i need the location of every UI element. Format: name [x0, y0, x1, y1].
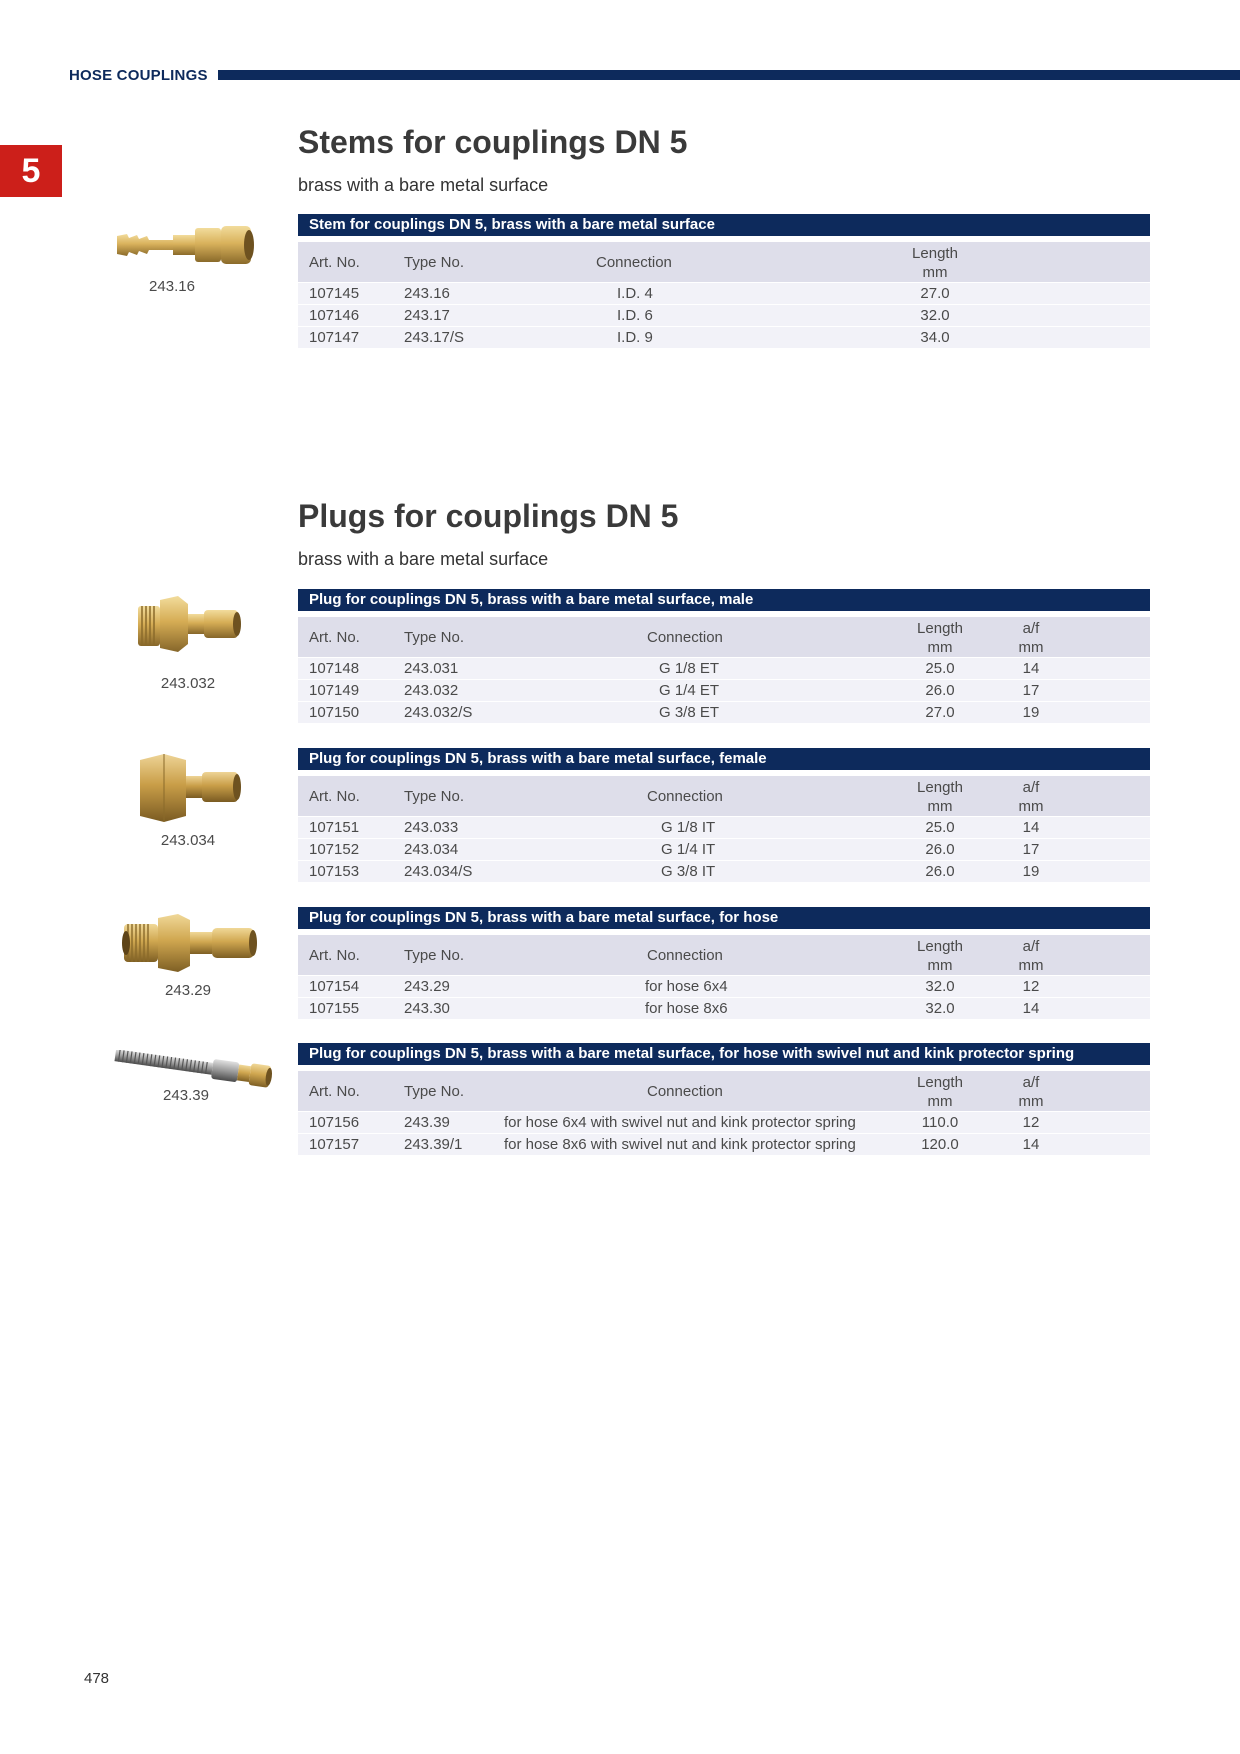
section-subtitle-stems: brass with a bare metal surface [298, 175, 549, 195]
table-row: 107156 243.39 for hose 6x4 with swivel nut and kink protector spring 110.0 12 [298, 1111, 1150, 1133]
table-title: Plug for couplings DN 5, brass with a bare metal surface, for hose [298, 907, 1150, 929]
table-header [298, 617, 1150, 657]
section-title-plugs: Plugs for couplings DN 5 [298, 498, 679, 534]
header-art: Art. No. [309, 1082, 360, 1100]
male-plug-table [298, 589, 1150, 723]
section-subtitle-plugs: brass with a bare metal surface [298, 549, 549, 569]
table-row: 107145 243.16 I.D. 4 27.0 [298, 282, 1150, 304]
header-connection: Connection [596, 253, 672, 271]
header-connection: Connection [647, 787, 723, 805]
running-header: HOSE COUPLINGS [69, 67, 208, 84]
header-type: Type No. [404, 253, 465, 271]
female-plug-icon [136, 752, 244, 824]
table-row: 107154 243.29 for hose 6x4 32.0 12 [298, 975, 1150, 997]
header-af: a/f mm [1018, 779, 1044, 815]
table-row: 107147 243.17/S I.D. 9 34.0 [298, 326, 1150, 348]
table-title: Plug for couplings DN 5, brass with a bare metal surface, male [298, 589, 1150, 611]
header-length: Length mm [917, 938, 963, 974]
table-row: 107152 243.034 G 1/4 IT 26.0 17 [298, 838, 1150, 860]
header-art: Art. No. [309, 946, 360, 964]
table-row: 107146 243.17 I.D. 6 32.0 [298, 304, 1150, 326]
spring-plug-icon [112, 1050, 274, 1090]
page-number: 478 [84, 1670, 110, 1687]
header-length: Length mm [917, 779, 963, 815]
hose-plug-icon [120, 912, 260, 974]
table-row: 107149 243.032 G 1/4 ET 26.0 17 [298, 679, 1150, 701]
header-connection: Connection [647, 946, 723, 964]
hose-plug-table [298, 907, 1150, 1019]
image-caption: 243.032 [160, 675, 216, 692]
header-art: Art. No. [309, 628, 360, 646]
header-af: a/f mm [1018, 1074, 1044, 1110]
male-plug-icon [136, 594, 244, 654]
table-header [298, 935, 1150, 975]
header-type: Type No. [404, 787, 465, 805]
header-length: Length mm [917, 620, 963, 656]
header-type: Type No. [404, 946, 465, 964]
image-caption: 243.39 [163, 1087, 209, 1104]
header-length: Length mm [917, 1074, 963, 1110]
header-type: Type No. [404, 1082, 465, 1100]
female-plug-table [298, 748, 1150, 882]
header-connection: Connection [647, 628, 723, 646]
table-row: 107150 243.032/S G 3/8 ET 27.0 19 [298, 701, 1150, 723]
header-type: Type No. [404, 628, 465, 646]
header-af: a/f mm [1018, 620, 1044, 656]
header-art: Art. No. [309, 787, 360, 805]
stem-table [298, 214, 1150, 348]
table-title: Plug for couplings DN 5, brass with a bare metal surface, for hose with swivel nut and kink protector spring [298, 1043, 1150, 1065]
stem-fitting-icon [115, 218, 260, 270]
table-title: Plug for couplings DN 5, brass with a bare metal surface, female [298, 748, 1150, 770]
image-caption: 243.034 [160, 832, 216, 849]
header-art: Art. No. [309, 253, 360, 271]
spring-plug-table [298, 1043, 1150, 1155]
header-connection: Connection [647, 1082, 723, 1100]
header-af: a/f mm [1018, 938, 1044, 974]
table-row: 107148 243.031 G 1/8 ET 25.0 14 [298, 657, 1150, 679]
image-caption: 243.16 [149, 278, 195, 295]
section-title-stems: Stems for couplings DN 5 [298, 124, 688, 160]
table-row: 107157 243.39/1 for hose 8x6 with swivel nut and kink protector spring 120.0 14 [298, 1133, 1150, 1155]
table-row: 107151 243.033 G 1/8 IT 25.0 14 [298, 816, 1150, 838]
table-title: Stem for couplings DN 5, brass with a bare metal surface [298, 214, 1150, 236]
header-length: Length mm [912, 245, 958, 281]
image-caption: 243.29 [165, 982, 211, 999]
table-row: 107153 243.034/S G 3/8 IT 26.0 19 [298, 860, 1150, 882]
table-header [298, 242, 1150, 282]
table-header [298, 776, 1150, 816]
table-header [298, 1071, 1150, 1111]
header-rule [218, 70, 1240, 80]
table-row: 107155 243.30 for hose 8x6 32.0 14 [298, 997, 1150, 1019]
chapter-tab: 5 [0, 145, 62, 197]
